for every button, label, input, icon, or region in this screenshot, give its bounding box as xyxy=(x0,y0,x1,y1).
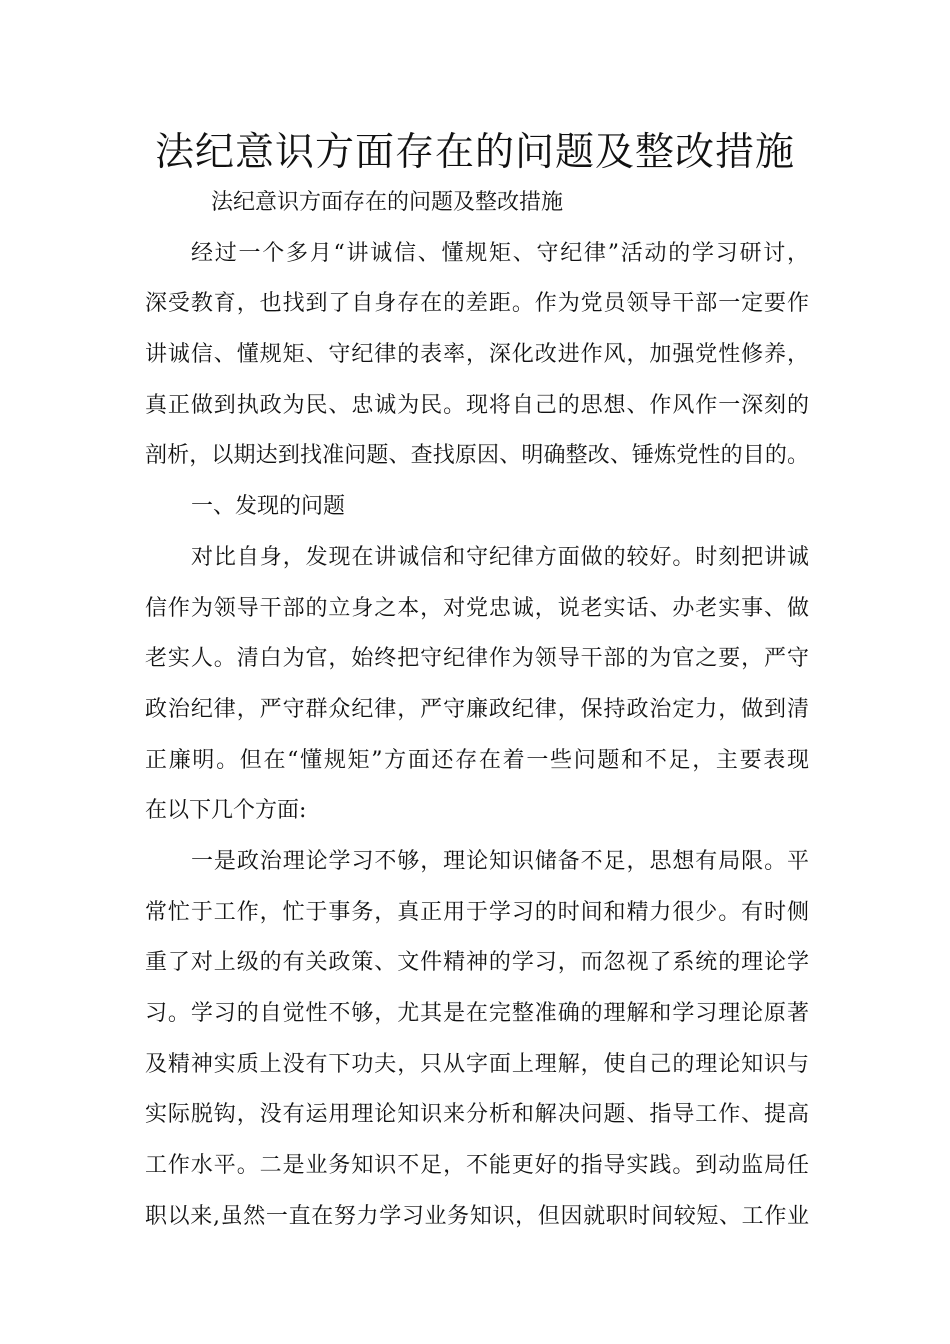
text-line: 实际脱钩，没有运用理论知识来分析和解决问题、指导工作、提高 xyxy=(145,1102,809,1128)
text-line: 在以下几个方面: xyxy=(145,798,307,824)
text-line: 剖析，以期达到找准问题、查找原因、明确整改、锤炼党性的目的。 xyxy=(145,443,809,469)
text-line: 职以来,虽然一直在努力学习业务知识，但因就职时间较短、工作业 xyxy=(145,1203,809,1229)
text-line: 及精神实质上没有下功夫，只从字面上理解，使自己的理论知识与 xyxy=(145,1051,809,1077)
document-body xyxy=(145,178,809,1242)
text-line: 重了对上级的有关政策、文件精神的学习，而忽视了系统的理论学 xyxy=(145,950,809,976)
text-line: 习。学习的自觉性不够，尤其是在完整准确的理解和学习理论原著 xyxy=(145,1001,809,1026)
text-line: 一是政治理论学习不够，理论知识储备不足，思想有局限。平 xyxy=(191,848,809,874)
text-line: 经过一个多月“讲诚信、懂规矩、守纪律”活动的学习研讨， xyxy=(191,240,809,266)
text-line: 信作为领导干部的立身之本，对党忠诚，说老实话、办老实事、做 xyxy=(145,595,809,621)
text-line: 真正做到执政为民、忠诚为民。现将自己的思想、作风作一深刻的 xyxy=(145,392,809,418)
section-heading: 一、发现的问题 xyxy=(191,494,346,520)
text-line: 讲诚信、懂规矩、守纪律的表率，深化改进作风，加强党性修养， xyxy=(145,342,809,368)
document-title: 法纪意识方面存在的问题及整改措施 xyxy=(154,130,795,175)
text-line: 对比自身，发现在讲诚信和守纪律方面做的较好。时刻把讲诚 xyxy=(191,544,809,570)
text-line: 深受教育，也找到了自身存在的差距。作为党员领导干部一定要作 xyxy=(145,291,809,317)
text-line: 老实人。清白为官，始终把守纪律作为领导干部的为官之要，严守 xyxy=(145,646,809,672)
text-line: 正廉明。但在“懂规矩”方面还存在着一些问题和不足，主要表现 xyxy=(145,747,809,773)
text-line: 常忙于工作，忙于事务，真正用于学习的时间和精力很少。有时侧 xyxy=(145,899,809,925)
text-line: 政治纪律，严守群众纪律，严守廉政纪律，保持政治定力，做到清 xyxy=(145,696,809,722)
text-line: 工作水平。二是业务知识不足，不能更好的指导实践。到动监局任 xyxy=(145,1153,809,1179)
document-subtitle: 法纪意识方面存在的问题及整改措施 xyxy=(211,190,564,215)
